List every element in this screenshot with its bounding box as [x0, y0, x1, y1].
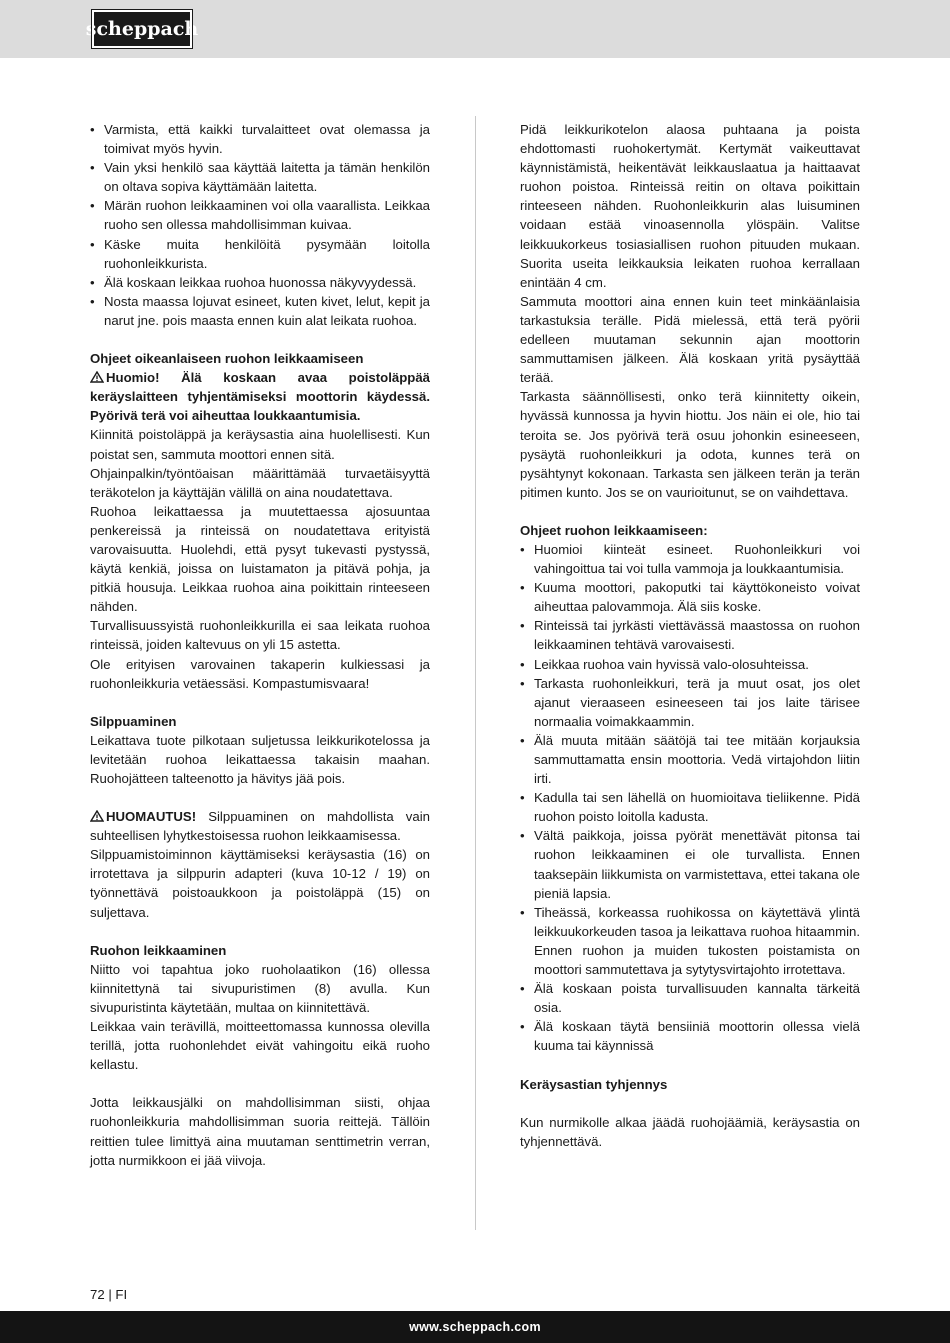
list-item: • Älä koskaan poista turvallisuuden kannalta tärkeitä osia.	[520, 979, 860, 1017]
list-item: • Märän ruohon leikkaaminen voi olla vaarallista. Leikkaa ruoho sen ollessa mahdollisimman kuivaa.	[90, 196, 430, 234]
left-column	[90, 120, 430, 1170]
warning-triangle-icon	[90, 371, 104, 383]
section-heading: Silppuaminen	[90, 713, 177, 729]
paragraph: Jotta leikkausjälki on mahdollisimman siisti, ohjaa ruohonleikkuria mahdollisimman suoria reittejä. Tällöin reittien tulee limittyä aina muutaman senttimetrin verran, jotta nurmikkoon ei jää viivoja.	[90, 1095, 430, 1168]
section-heading: Ohjeet oikeanlaiseen ruohon leikkaamiseen	[90, 351, 364, 367]
paragraph: Turvallisuussyistä ruohonleikkurilla ei saa leikata ruohoa rinteissä, joiden kaltevuus on yli 15 astetta.	[90, 618, 430, 653]
safety-bullet-list	[90, 120, 430, 330]
list-item: • Vain yksi henkilö saa käyttää laitetta ja tämän henkilön on oltava sopiva käyttämään laitetta.	[90, 158, 430, 196]
list-item: • Tarkasta ruohonleikkuri, terä ja muut osat, jos olet ajanut vieraaseen esineeseen tai jos laite tärisee normaalia voimakkaammin.	[520, 674, 860, 731]
mowing-bullet-list	[520, 540, 860, 1056]
list-item: • Tiheässä, korkeassa ruohikossa on käytettävä ylintä leikkuukorkeuden tasoa ja leikattava ruohoa hitaammin. Ennen ruohon ja muiden tukosten poistamista on moottori sammutettava ja sytytysvirtajohto irrotettava.	[520, 903, 860, 979]
list-item: • Rinteissä tai jyrkästi viettävässä maastossa on ruohon leikkaaminen tehtävä varovaisesti.	[520, 616, 860, 654]
list-item: • Vältä paikkoja, joissa pyörät menettävät pitonsa tai ruohon leikkaaminen ei ole turvallista. Ennen taaksepäin liikkumista on varmistettava, ettei takana ole pieniä lapsia.	[520, 826, 860, 902]
paragraph: Sammuta moottori aina ennen kuin teet minkäänlaisia tarkastuksia terälle. Pidä mielessä, että terä pyörii edelleen muutaman sekunnin ajan moottorin sammuttamisen jälkeen. Älä koskaan yritä pysäyttää terää.	[520, 293, 860, 386]
list-item: • Kuuma moottori, pakoputki tai käyttökoneisto voivat aiheuttaa palovammoja. Älä siis koske.	[520, 578, 860, 616]
paragraph: Ohjainpalkin/työntöaisan määrittämää turvaetäisyyttä teräkotelon ja käyttäjän välillä on aina noudatettava.	[90, 465, 430, 500]
warning-body: Huomio! Älä koskaan avaa poistoläppää keräyslaitteen tyhjentämiseksi moottorin käydessä. Pyörivä terä voi aiheuttaa loukkaantumisia.	[90, 370, 430, 424]
list-item: • Nosta maassa lojuvat esineet, kuten kivet, lelut, kepit ja narut jne. pois maasta ennen kuin alat leikata ruohoa.	[90, 292, 430, 330]
list-item: • Älä koskaan leikkaa ruohoa huonossa näkyvyydessä.	[90, 273, 430, 292]
notice-body: Silppuaminen on mahdollista vain suhteellisen lyhytkestoisessa ruohon leikkaamisessa.	[90, 809, 430, 844]
right-column	[520, 120, 860, 1151]
page-number: 72 | FI	[90, 1287, 128, 1302]
paragraph: Tarkasta säännöllisesti, onko terä kiinnitetty oikein, hyvässä kunnossa ja hyvin hiottu. Jos näin ei ole, hio tai teroita se. Jos pyörivä terä osuu johonkin esineeseen, pysäytä ruohonleikkuri ja odota, kunnes terä on pysähtynyt kokonaan. Tarkasta sen jälkeen terän ja terän pitimen kunto. Jos se on vaurioitunut, se on vaihdettava.	[520, 389, 860, 500]
paragraph: Kiinnitä poistoläppä ja keräysastia aina huolellisesti. Kun poistat sen, sammuta moottori ennen sitä.	[90, 427, 430, 462]
footer-url[interactable]: www.scheppach.com	[0, 1311, 950, 1343]
column-divider	[475, 116, 476, 1230]
list-item: • Älä koskaan täytä bensiiniä moottorin ollessa vielä kuuma tai käynnissä	[520, 1017, 860, 1055]
section-heading: Keräysastian tyhjennys	[520, 1076, 668, 1092]
brand-logo: scheppach	[92, 10, 192, 48]
notice-label: HUOMAUTUS!	[106, 809, 197, 825]
paragraph: Silppuamistoiminnon käyttämiseksi keräysastia (16) on irrotettava ja silppurin adapteri (kuva 10-12 / 19) on työnnettävä poistoaukkoon ja poistoläppä (15) on suljettava.	[90, 847, 430, 920]
list-item: • Kadulla tai sen lähellä on huomioitava tieliikenne. Pidä ruohon poisto loitolla kadusta.	[520, 788, 860, 826]
paragraph: Ruohoa leikattaessa ja muutettaessa ajosuuntaa penkereissä ja rinteissä on noudatettava erityistä varovaisuutta. Huolehdi, että pysyt tukevasti pystyssä, käytä kenkiä, joissa on luistamaton ja pitävä pohja, ja pitkiä housuja. Leikkaa ruohoa aina poikittain rinteeseen nähden.	[90, 503, 430, 615]
paragraph: Leikkaa vain terävillä, moitteettomassa kunnossa olevilla terillä, jotta ruohonlehdet eivät vahingoitu eikä ruoho kellastu.	[90, 1019, 430, 1073]
notice-text	[90, 807, 430, 845]
section-heading: Ruohon leikkaaminen	[90, 942, 227, 958]
list-item: • Huomioi kiinteät esineet. Ruohonleikkuri voi vahingoittua tai voi tulla vammoja ja loukkaantumisia.	[520, 540, 860, 578]
paragraph: Pidä leikkurikotelon alaosa puhtaana ja poista ehdottomasti ruohokertymät. Kertymät vaikeuttavat käynnistämistä, heikentävät leikkauslaatua ja haittaavat ruohon poistoa. Rinteissä reitin on oltava poikittain rinteeseen nähden. Ruohonleikkurin alas luisuminen voidaan estää vinoasennolla ylöspäin. Valitse leikkuukorkeus tosiasiallisen ruohon pituuden mukaan. Suorita useita leikkauksia leikaten ruohoa kerrallaan enintään 4 cm.	[520, 122, 860, 290]
warning-triangle-icon	[90, 810, 104, 822]
list-item: • Varmista, että kaikki turvalaitteet ovat olemassa ja toimivat myös hyvin.	[90, 120, 430, 158]
paragraph: Leikattava tuote pilkotaan suljetussa leikkurikotelossa ja levitetään ruohoa leikattaessa takaisin maahan. Ruohojätteen talteenotto ja hävitys jää pois.	[90, 732, 430, 786]
warning-text	[90, 368, 430, 425]
paragraph: Ole erityisen varovainen takaperin kulkiessasi ja ruohonleikkuria vetäessäsi. Kompastumisvaara!	[90, 656, 430, 691]
section-heading: Ohjeet ruohon leikkaamiseen:	[520, 522, 708, 538]
paragraph: Niitto voi tapahtua joko ruoholaatikon (16) ollessa kiinnitettynä tai sivupuristimen (8) avulla. Kun sivupuristinta käytetään, multaa on kiinnitettävä.	[90, 961, 430, 1015]
list-item: • Leikkaa ruohoa vain hyvissä valo-olosuhteissa.	[520, 655, 860, 674]
paragraph: Kun nurmikolle alkaa jäädä ruohojäämiä, keräysastia on tyhjennettävä.	[520, 1114, 860, 1149]
list-item: • Käske muita henkilöitä pysymään loitolla ruohonleikkurista.	[90, 235, 430, 273]
list-item: • Älä muuta mitään säätöjä tai tee mitään korjauksia sammuttamatta ensin moottoria. Vedä virtajohdon liitin irti.	[520, 731, 860, 788]
